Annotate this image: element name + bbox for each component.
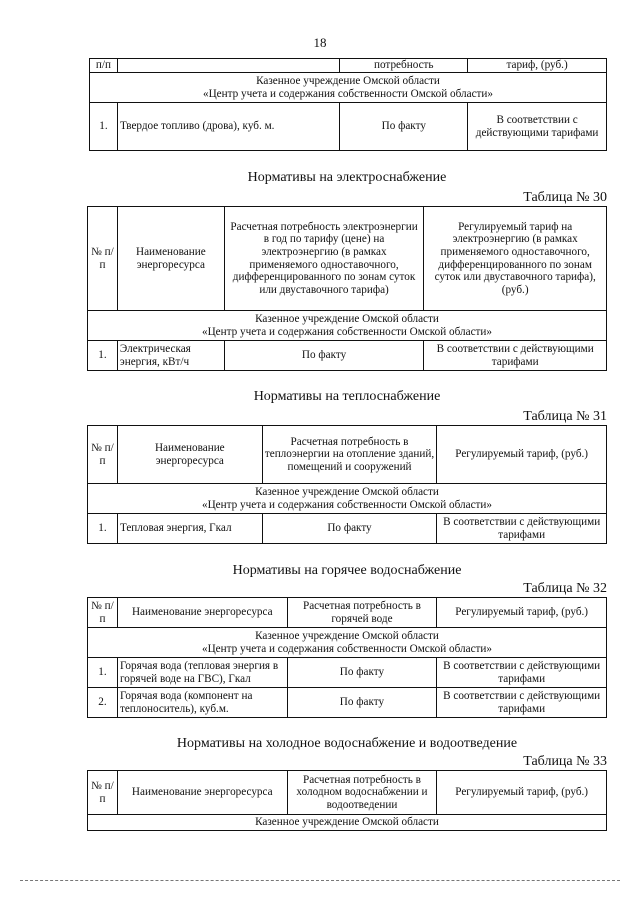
org-cell: Казенное учреждение Омской области bbox=[88, 815, 607, 831]
header-cell: тариф, (руб.) bbox=[468, 59, 607, 73]
row-need: По факту bbox=[340, 103, 468, 151]
row-name: Тепловая энергия, Гкал bbox=[117, 514, 262, 544]
table-number: Таблица № 32 bbox=[523, 581, 607, 596]
header-cell: п/п bbox=[90, 59, 118, 73]
header-name: Наименование энергоресурса bbox=[117, 771, 287, 815]
header-tariff: Регулируемый тариф на электроэнергию (в рамках применяемого одноставочного, дифференцированного по зонам суток или двуставочного тарифа), (руб.) bbox=[424, 207, 607, 311]
header-num: № п/п bbox=[88, 426, 118, 484]
table-32-block bbox=[87, 563, 607, 718]
row-tariff: В соответствии с действующими тарифами bbox=[468, 103, 607, 151]
row-name: Твердое топливо (дрова), куб. м. bbox=[117, 103, 339, 151]
row-tariff: В соответствии с действующими тарифами bbox=[424, 341, 607, 371]
page-number: 18 bbox=[313, 35, 327, 50]
row-need: По факту bbox=[287, 688, 437, 718]
table-number: Таблица № 33 bbox=[523, 754, 607, 769]
org-cell bbox=[90, 73, 607, 103]
row-num: 1. bbox=[88, 514, 118, 544]
row-name: Горячая вода (тепловая энергия в горячей воде на ГВС), Гкал bbox=[117, 658, 287, 688]
table-30-block bbox=[87, 170, 607, 371]
org-fullname: «Центр учета и содержания собственности Омской области» bbox=[201, 325, 493, 338]
header-name: Наименование энергоресурса bbox=[117, 426, 262, 484]
header-num: № п/п bbox=[88, 207, 118, 311]
table-row bbox=[88, 658, 607, 688]
row-name: Горячая вода (компонент на теплоноситель), куб.м. bbox=[117, 688, 287, 718]
section-title: Нормативы на холодное водоснабжение и водоотведение bbox=[176, 736, 518, 751]
table-33 bbox=[87, 770, 607, 831]
table-row bbox=[88, 514, 607, 544]
header-tariff: Регулируемый тариф, (руб.) bbox=[437, 771, 607, 815]
table-number: Таблица № 30 bbox=[523, 190, 607, 205]
row-tariff: В соответствии с действующими тарифами bbox=[437, 688, 607, 718]
row-need: По факту bbox=[224, 341, 424, 371]
row-num: 1. bbox=[88, 341, 118, 371]
row-need: По факту bbox=[287, 658, 437, 688]
table-number: Таблица № 31 bbox=[523, 409, 607, 424]
table-31 bbox=[87, 425, 607, 544]
table-33-block bbox=[87, 736, 607, 831]
table-row bbox=[88, 341, 607, 371]
org-cell bbox=[88, 484, 607, 514]
header-cell: потребность bbox=[340, 59, 468, 73]
row-num: 1. bbox=[88, 658, 118, 688]
org-name: Казенное учреждение Омской области bbox=[255, 312, 439, 325]
org-row bbox=[90, 73, 607, 103]
table-header-row bbox=[88, 207, 607, 311]
section-title: Нормативы на электроснабжение bbox=[247, 170, 447, 185]
top-table-block bbox=[89, 58, 607, 151]
org-name: Казенное учреждение Омской области bbox=[255, 485, 439, 498]
page-divider bbox=[20, 880, 620, 882]
table-header-row bbox=[88, 426, 607, 484]
top-table bbox=[89, 58, 607, 151]
org-fullname: «Центр учета и содержания собственности Омской области» bbox=[201, 642, 493, 655]
table-header-row bbox=[88, 598, 607, 628]
section-title: Нормативы на теплоснабжение bbox=[253, 389, 441, 404]
header-need: Расчетная потребность электроэнергии в год по тарифу (цене) на электроэнергию (в рамках применяемого одноставочного, дифференцированного по зонам суток или двуставочного тарифа) bbox=[224, 207, 424, 311]
row-tariff: В соответствии с действующими тарифами bbox=[437, 514, 607, 544]
header-need: Расчетная потребность в теплоэнергии на отопление зданий, помещений и сооружений bbox=[262, 426, 437, 484]
table-row bbox=[88, 688, 607, 718]
header-tariff: Регулируемый тариф, (руб.) bbox=[437, 598, 607, 628]
row-name: Электрическая энергия, кВт/ч bbox=[117, 341, 224, 371]
table-30 bbox=[87, 206, 607, 371]
org-cell bbox=[88, 311, 607, 341]
org-name: Казенное учреждение Омской области bbox=[255, 629, 439, 642]
table-31-block bbox=[87, 389, 607, 544]
org-fullname: «Центр учета и содержания собственности Омской области» bbox=[202, 87, 494, 100]
header-name: Наименование энергоресурса bbox=[117, 598, 287, 628]
org-row bbox=[88, 815, 607, 831]
org-row bbox=[88, 484, 607, 514]
org-row bbox=[88, 311, 607, 341]
row-tariff: В соответствии с действующими тарифами bbox=[437, 658, 607, 688]
table-row bbox=[90, 103, 607, 151]
table-32 bbox=[87, 597, 607, 718]
section-title: Нормативы на горячее водоснабжение bbox=[232, 563, 462, 578]
row-num: 1. bbox=[90, 103, 118, 151]
row-need: По факту bbox=[262, 514, 437, 544]
org-cell bbox=[88, 628, 607, 658]
org-fullname: «Центр учета и содержания собственности Омской области» bbox=[201, 498, 493, 511]
header-num: № п/п bbox=[88, 771, 118, 815]
row-num: 2. bbox=[88, 688, 118, 718]
org-name: Казенное учреждение Омской области bbox=[256, 74, 440, 87]
table-header-row bbox=[88, 771, 607, 815]
header-need: Расчетная потребность в горячей воде bbox=[287, 598, 437, 628]
header-num: № п/п bbox=[88, 598, 118, 628]
table-row bbox=[90, 59, 607, 73]
org-row bbox=[88, 628, 607, 658]
header-name: Наименование энергоресурса bbox=[117, 207, 224, 311]
header-tariff: Регулируемый тариф, (руб.) bbox=[437, 426, 607, 484]
header-need: Расчетная потребность в холодном водоснабжении и водоотведении bbox=[287, 771, 437, 815]
header-cell bbox=[117, 59, 339, 73]
